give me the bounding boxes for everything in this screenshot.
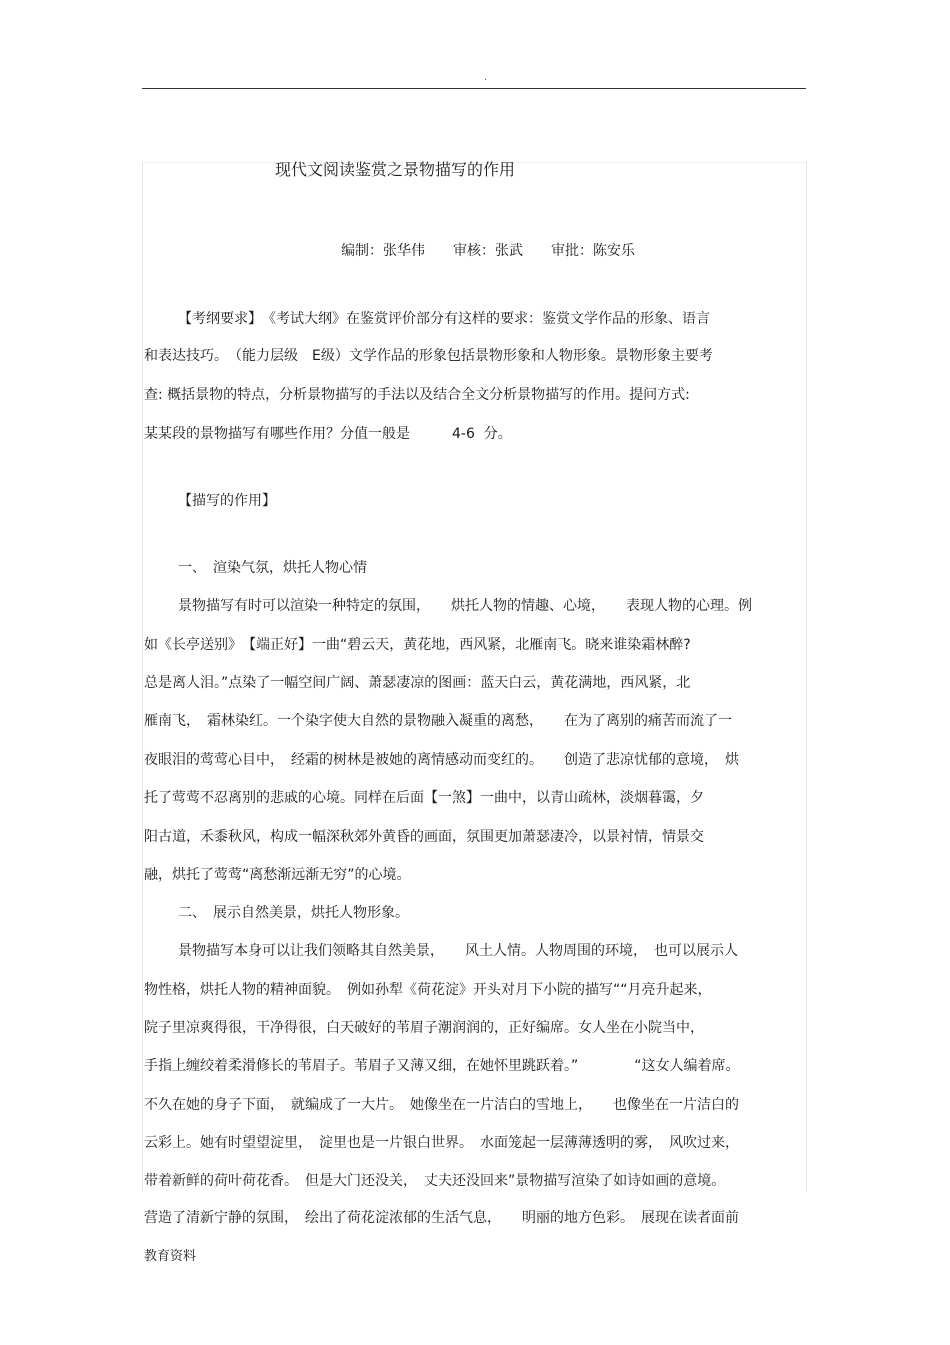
document-credits: 编制：张华伟 审核：张武 审批：陈安乐	[341, 243, 635, 259]
paragraph-line: 某某段的景物描写有哪些作用？分值一般是 4-6 分。	[144, 426, 512, 442]
paragraph-line: 院子里凉爽得很，干净得很，白天破好的苇眉子潮润润的，正好编席。女人坐在小院当中，	[144, 1020, 704, 1036]
document-title: 现代文阅读鉴赏之景物描写的作用	[275, 160, 516, 179]
paragraph-line: 物性格，烘托人物的精神面貌。 例如孙犁《荷花淀》开头对月下小院的描写““月亮升起来，	[144, 982, 712, 998]
paragraph-line: 夜眼泪的莺莺心目中， 经霜的树林是被她的离情感动而变红的。 创造了悲凉忧郁的意境， 烘	[144, 752, 739, 768]
paragraph-line: 如《长亭送别》 【端正好】一曲“碧云天，黄花地，西风紧，北雁南飞。晓来谁染霜林醉?	[144, 637, 691, 653]
paragraph-line: 雁南飞， 霜林染红。一个染字使大自然的景物融入凝重的离愁， 在为了离别的痛苦而流了一	[144, 713, 732, 729]
paragraph-line: 总是离人泪。”点染了一幅空间广阔、萧瑟凄凉的图画：蓝天白云，黄花满地，西风紧，北	[144, 675, 691, 691]
paragraph-line: 带着新鲜的荷叶荷花香。 但是大门还没关， 丈夫还没回来”景物描写渲染了如诗如画的意境。	[144, 1173, 726, 1189]
subsection-heading: 一、 渲染气氛，烘托人物心情	[178, 560, 367, 576]
paragraph-line: 不久在她的身子下面， 就编成了一大片。 她像坐在一片洁白的雪地上， 也像坐在一片洁白的	[144, 1097, 739, 1113]
paragraph-line: 云彩上。她有时望望淀里， 淀里也是一片银白世界。 水面笼起一层薄薄透明的雾， 风吹过来，	[144, 1135, 739, 1151]
paragraph-line: 营造了清新宁静的氛围， 绘出了荷花淀浓郁的生活气息， 明丽的地方色彩。 展现在读者面前	[144, 1210, 739, 1226]
paragraph-line: 【考纲要求】 《考试大纲》在鉴赏评价部分有这样的要求：鉴赏文学作品的形象、语言	[178, 311, 710, 327]
paragraph-line: 查: 概括景物的特点，分析景物描写的手法以及结合全文分析景物描写的作用。提问方式:	[144, 387, 690, 403]
paragraph-line: 手指上缠绞着柔滑修长的苇眉子。苇眉子又薄又细，在她怀里跳跃着。” “这女人编着席。	[144, 1058, 740, 1074]
section-heading: 【描写的作用】	[178, 493, 276, 509]
paragraph-line: 托了莺莺不忍离别的悲戚的心境。同样在后面【一煞】一曲中，以青山疏林，淡烟暮霭，夕	[144, 790, 704, 806]
paragraph-line: 阳古道，禾黍秋风，构成一幅深秋郊外黄昏的画面，氛围更加萧瑟凄冷，以景衬情，情景交	[144, 829, 704, 845]
paragraph-line: 融，烘托了莺莺“离愁渐远渐无穷”的心境。	[144, 867, 411, 883]
frame-left-line	[142, 162, 143, 1192]
paragraph-line: 和表达技巧。 （能力层级 E级）文学作品的形象包括景物形象和人物形象。景物形象主要考	[144, 348, 713, 364]
paragraph-line: 景物描写本身可以让我们领略其自然美景， 风土人情。人物周围的环境， 也可以展示人	[178, 943, 738, 959]
frame-right-line	[806, 162, 807, 1192]
header-mark: .	[484, 72, 488, 83]
subsection-heading: 二、 展示自然美景，烘托人物形象。	[178, 905, 409, 921]
footer-label: 教育资料	[144, 1249, 197, 1264]
paragraph-line: 景物描写有时可以渲染一种特定的氛围， 烘托人物的情趣、心境， 表现人物的心理。例	[178, 598, 752, 614]
header-rule	[142, 88, 806, 89]
